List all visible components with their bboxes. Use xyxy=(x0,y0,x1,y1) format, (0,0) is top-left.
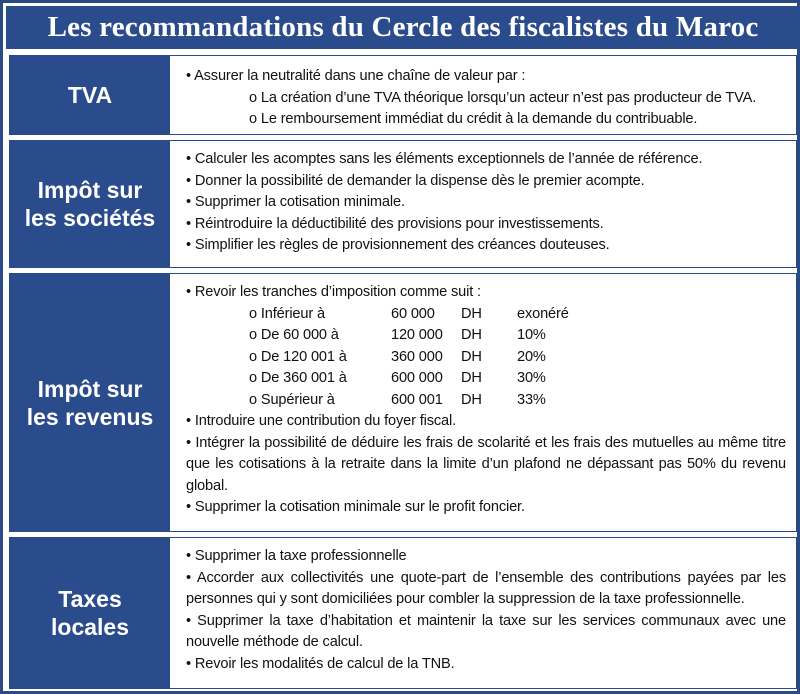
section-tl xyxy=(9,537,797,689)
list-item: • Revoir les modalités de calcul de la TNB. xyxy=(186,654,786,676)
bracket-unit: DH xyxy=(461,348,482,365)
bracket-unit: DH xyxy=(461,370,482,386)
bracket-unit: DH xyxy=(461,391,482,408)
list-item: • Intégrer la possibilité de déduire les frais de scolarité et les frais des mutuelles au même titre que les cotisations à la retraite dans la limite d’un plafond ne dépassant pas 50% du revenu global. xyxy=(186,433,786,498)
section-content-tva xyxy=(170,56,796,134)
section-content-ir xyxy=(170,274,796,531)
bracket-rate: 20% xyxy=(517,348,546,365)
section-label-tl xyxy=(10,538,170,688)
tax-bracket-row xyxy=(186,304,786,326)
list-item: • Supprimer la cotisation minimale. xyxy=(186,192,786,214)
section-label-line1: Taxes xyxy=(58,586,122,612)
tax-bracket-row xyxy=(186,347,786,369)
tax-bracket-row xyxy=(186,325,786,347)
tax-bracket-row xyxy=(186,368,786,390)
bracket-range: o De 60 000 à xyxy=(249,325,391,347)
section-content-is xyxy=(170,141,796,267)
list-item: • Supprimer la taxe d’habitation et maintenir la taxe sur les services communaux avec une nouvelle méthode de calcul. xyxy=(186,611,786,654)
list-item: • Réintroduire la déductibilité des provisions pour investissements. xyxy=(186,214,786,236)
list-item: • Donner la possibilité de demander la dispense dès le premier acompte. xyxy=(186,171,786,193)
sub-list-item: o La création d’une TVA théorique lorsqu’un acteur n’est pas producteur de TVA. xyxy=(186,88,786,110)
section-label-line2: les revenus xyxy=(26,403,154,430)
section-label-is xyxy=(10,141,170,267)
bracket-unit: DH xyxy=(461,327,482,343)
bracket-range: o De 360 001 à xyxy=(249,368,391,390)
bracket-rate: 10% xyxy=(517,327,546,343)
bracket-amount: 120 000 xyxy=(391,327,443,343)
page-title: Les recommandations du Cercle des fiscalistes du Maroc xyxy=(6,6,800,49)
bracket-rate: 30% xyxy=(517,370,546,386)
section-label-line2: locales xyxy=(51,614,129,640)
section-tva xyxy=(9,55,797,135)
bracket-range: o Supérieur à xyxy=(249,390,391,412)
section-label-line2: les sociétés xyxy=(24,205,156,231)
bracket-rate: exonéré xyxy=(517,305,569,322)
bracket-range: o Inférieur à xyxy=(249,304,391,326)
list-item: • Supprimer la taxe professionnelle xyxy=(186,546,786,568)
bracket-rate: 33% xyxy=(517,391,546,408)
section-content-tl xyxy=(170,538,796,688)
section-ir xyxy=(9,273,797,532)
bracket-amount: 360 000 xyxy=(391,348,443,365)
sub-list-item: o Le remboursement immédiat du crédit à la demande du contribuable. xyxy=(186,109,786,131)
section-is xyxy=(9,140,797,268)
bracket-amount: 60 000 xyxy=(391,305,435,322)
section-label-line1: Impôt sur xyxy=(37,177,143,203)
list-item: • Assurer la neutralité dans une chaîne de valeur par : xyxy=(186,66,786,88)
bracket-amount: 600 001 xyxy=(391,391,443,408)
list-item: • Simplifier les règles de provisionnement des créances douteuses. xyxy=(186,235,786,257)
list-item: • Supprimer la cotisation minimale sur le profit foncier. xyxy=(186,497,786,519)
bracket-range: o De 120 001 à xyxy=(249,347,391,369)
list-item: • Calculer les acomptes sans les éléments exceptionnels de l’année de référence. xyxy=(186,149,786,171)
list-item: • Introduire une contribution du foyer fiscal. xyxy=(186,411,786,433)
bracket-unit: DH xyxy=(461,305,482,322)
bracket-amount: 600 000 xyxy=(391,370,443,386)
section-label-ir xyxy=(10,274,170,531)
list-item: • Revoir les tranches d’imposition comme suit : xyxy=(186,282,786,304)
section-label-text: TVA xyxy=(67,82,113,108)
tax-bracket-row xyxy=(186,390,786,412)
list-item: • Accorder aux collectivités une quote-part de l’ensemble des contributions payées par les personnes qui y sont domiciliées pour combler la suppression de la taxe professionnelle. xyxy=(186,568,786,611)
section-label-tva xyxy=(10,56,170,134)
section-label-line1: Impôt sur xyxy=(37,375,143,402)
